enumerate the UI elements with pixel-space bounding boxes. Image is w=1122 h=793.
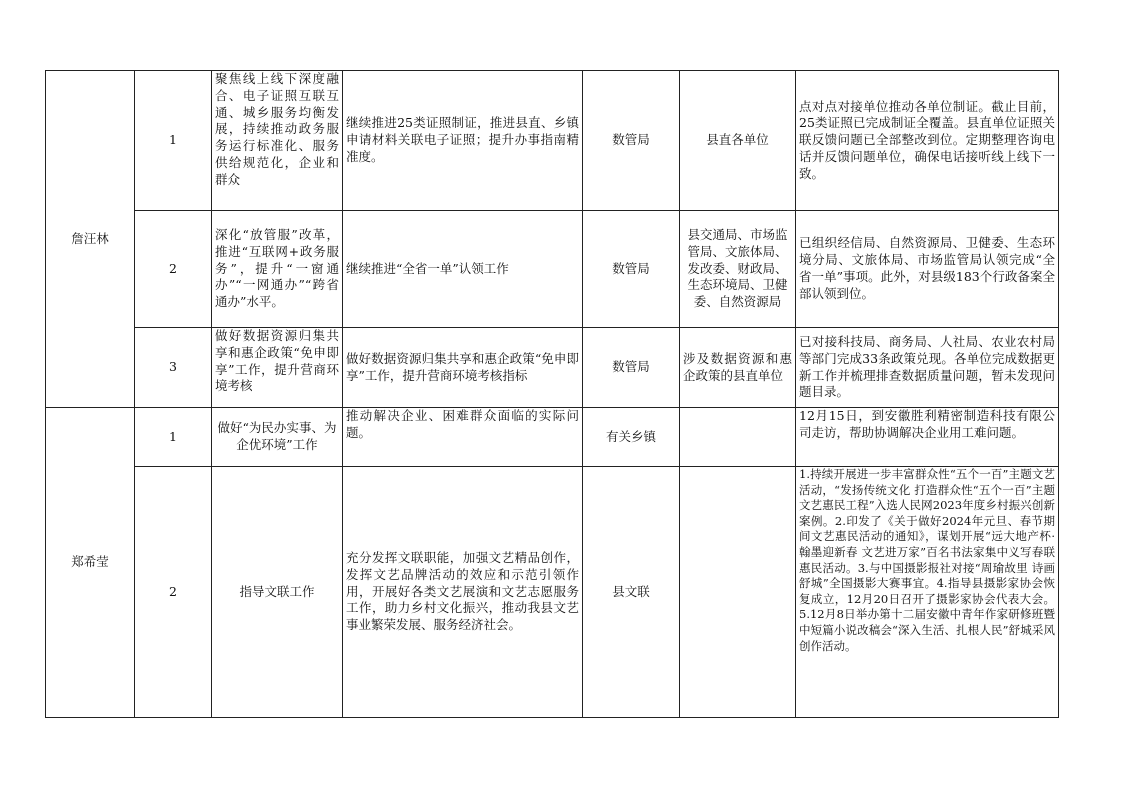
work-progress-table: [45, 70, 1059, 718]
task-cell: 指导文联工作: [212, 467, 343, 718]
lead-unit-cell: 有关乡镇: [583, 408, 680, 467]
index-cell: 2: [135, 211, 212, 328]
progress-cell: 点对点对接单位推动各单位制证。截止目前，25类证照已完成制证全覆盖。县直单位证照关联反馈问题已全部整改到位。定期整理咨询电话并反馈问题单位，确保电话接听线上线下一致。: [796, 71, 1059, 211]
measure-cell: 充分发挥文联职能，加强文艺精品创作，发挥文艺品牌活动的效应和示范引领作用，开展好各类文艺展演和文艺志愿服务工作，助力乡村文化振兴，推动我县文艺事业繁荣发展、服务经济社会。: [343, 467, 583, 718]
partner-unit-cell: [680, 467, 796, 718]
partner-unit-cell: 县交通局、市场监管局、文旅体局、发改委、财政局、生态环境局、卫健委、自然资源局: [680, 211, 796, 328]
table-row: [46, 467, 1059, 718]
task-cell: [212, 71, 343, 211]
person-cell: 詹汪林: [46, 71, 135, 408]
table-row: [46, 211, 1059, 328]
partner-unit-cell: [680, 408, 796, 467]
task-cell: 做好“为民办实事、为企优环境”工作: [212, 408, 343, 467]
lead-unit-cell: 数管局: [583, 71, 680, 211]
measure-cell: 继续推进“全省一单”认领工作: [343, 211, 583, 328]
progress-text: 1.持续开展进一步丰富群众性“五个一百”主题文艺活动，“发扬传统文化 打造群众性“五个一百”主题文艺惠民工程”入选人民网2023年度乡村振兴创新案例。2.印发了《关于做好2024年元旦、春节期间文艺惠民活动的通知》，谋划开展“远大地产杯·翰墨迎新春 文艺进万家”百名书法家集中义写春联惠民活动。3.与中国摄影报社对接“周瑜故里 诗画舒城”全国摄影大赛事宜。4.指导县摄影家协会恢复成立，12月20日召开了摄影家协会代表大会。5.12月8日举办第十二届安徽中青年作家研修班暨中短篇小说改稿会“深入生活、扎根人民”舒城采风创作活动。: [799, 467, 1055, 653]
measure-cell: 做好数据资源归集共享和惠企政策“免申即享”工作，提升营商环境考核指标: [343, 328, 583, 408]
task-text: 做好数据资源归集共享和惠企政策“免申即享”工作，提升营商环境考核: [215, 328, 339, 394]
partner-unit-cell: 县直各单位: [680, 71, 796, 211]
table-row: [46, 328, 1059, 408]
task-cell: [212, 328, 343, 408]
partner-unit-cell: 涉及数据资源和惠企政策的县直单位: [680, 328, 796, 408]
person-cell: 郑希莹: [46, 408, 135, 718]
measure-cell: 推动解决企业、困难群众面临的实际问题。: [343, 408, 583, 467]
progress-cell: 已对接科技局、商务局、人社局、农业农村局等部门完成33条政策兑现。各单位完成数据更新工作并梳理排查数据质量问题，暂未发现问题目录。: [796, 328, 1059, 408]
lead-unit-cell: 数管局: [583, 211, 680, 328]
progress-cell: 12月15日，到安徽胜利精密制造科技有限公司走访，帮助协调解决企业用工难问题。: [796, 408, 1059, 467]
table-row: [46, 408, 1059, 467]
table-row: [46, 71, 1059, 211]
progress-cell: [796, 467, 1059, 718]
lead-unit-cell: 数管局: [583, 328, 680, 408]
index-cell: 2: [135, 467, 212, 718]
task-cell: 深化“放管服”改革，推进“互联网+政务服务”，提升“一窗通办”“一网通办”“跨省通办”水平。: [212, 211, 343, 328]
measure-cell: 继续推进25类证照制证，推进县直、乡镇申请材料关联电子证照；提升办事指南精准度。: [343, 71, 583, 211]
index-cell: 1: [135, 71, 212, 211]
progress-cell: 已组织经信局、自然资源局、卫健委、生态环境分局、文旅体局、市场监管局认领完成“全省一单”事项。此外，对县级183个行政备案全部认领到位。: [796, 211, 1059, 328]
index-cell: 3: [135, 328, 212, 408]
lead-unit-cell: 县文联: [583, 467, 680, 718]
task-text: 聚焦线上线下深度融合、电子证照互联互通、城乡服务均衡发展，持续推动政务服务运行标准化、服务供给规范化，企业和群众: [215, 71, 339, 187]
index-cell: 1: [135, 408, 212, 467]
